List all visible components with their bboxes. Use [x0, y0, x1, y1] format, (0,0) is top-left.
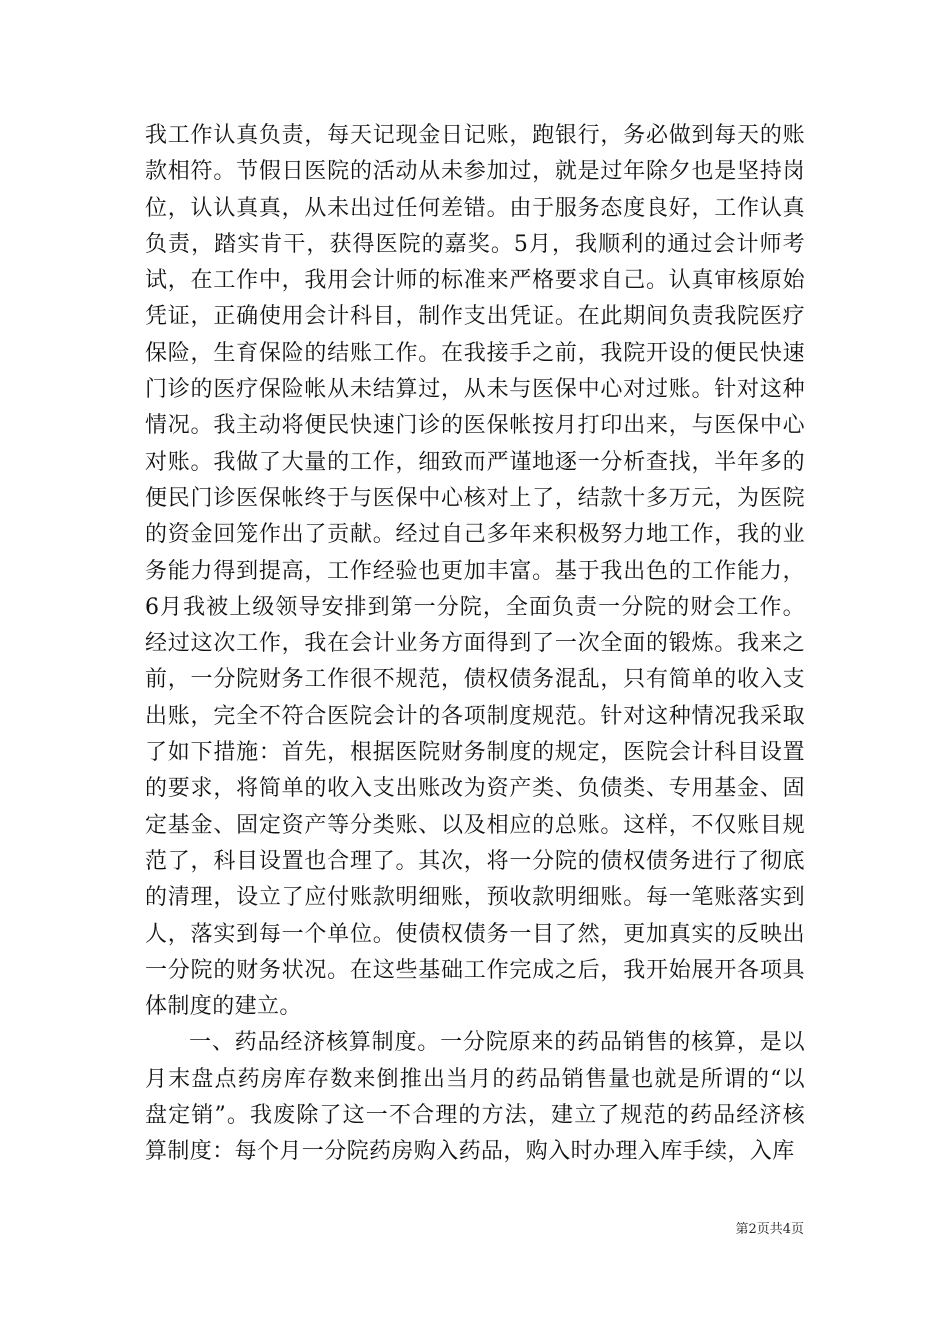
body-paragraph: 一、药品经济核算制度。一分院原来的药品销售的核算，是以月末盘点药房库存数来倒推出当月的药品销售量也就是所谓的“以盘定销”。我废除了这一不合理的方法，建立了规范的药品经济核算制度：每个月一分院药房购入药品，购入时办理入库手续，入库 — [145, 1030, 805, 1165]
document-body — [145, 118, 805, 1171]
page-number: 第2页共4页 — [735, 1222, 804, 1237]
body-paragraph: 我工作认真负责，每天记现金日记账，跑银行，务必做到每天的账款相符。节假日医院的活动从未参加过，就是过年除夕也是坚持岗位，认认真真，从未出过任何差错。由于服务态度良好，工作认真负责，踏实肯干，获得医院的嘉奖。5月，我顺利的通过会计师考试，在工作中，我用会计师的标准来严格要求自己。认真审核原始凭证，正确使用会计科目，制作支出凭证。在此期间负责我院医疗保险，生育保险的结账工作。在我接手之前，我院开设的便民快速门诊的医疗保险帐从未结算过，从未与医保中心对过账。针对这种情况。我主动将便民快速门诊的医保帐按月打印出来，与医保中心对账。我做了大量的工作，细致而严谨地逐一分析查找，半年多的便民门诊医保帐终于与医保中心核对上了，结款十多万元，为医院的资金回笼作出了贡献。经过自己多年来积极努力地工作，我的业务能力得到提高，工作经验也更加丰富。基于我出色的工作能力，6月我被上级领导安排到第一分院，全面负责一分院的财会工作。经过这次工作，我在会计业务方面得到了一次全面的锻炼。我来之前，一分院财务工作很不规范，债权债务混乱，只有简单的收入支出账，完全不符合医院会计的各项制度规范。针对这种情况我采取了如下措施：首先，根据医院财务制度的规定，医院会计科目设置的要求，将简单的收入支出账改为资产类、负债类、专用基金、固定基金、固定资产等分类账、以及相应的总账。这样，不仅账目规范了，科目设置也合理了。其次，将一分院的债权债务进行了彻底的清理，设立了应付账款明细账，预收款明细账。每一笔账落实到人，落实到每一个单位。使债权债务一目了然，更加真实的反映出一分院的财务状况。在这些基础工作完成之后，我开始展开各项具体制度的建立。 — [145, 123, 805, 1020]
